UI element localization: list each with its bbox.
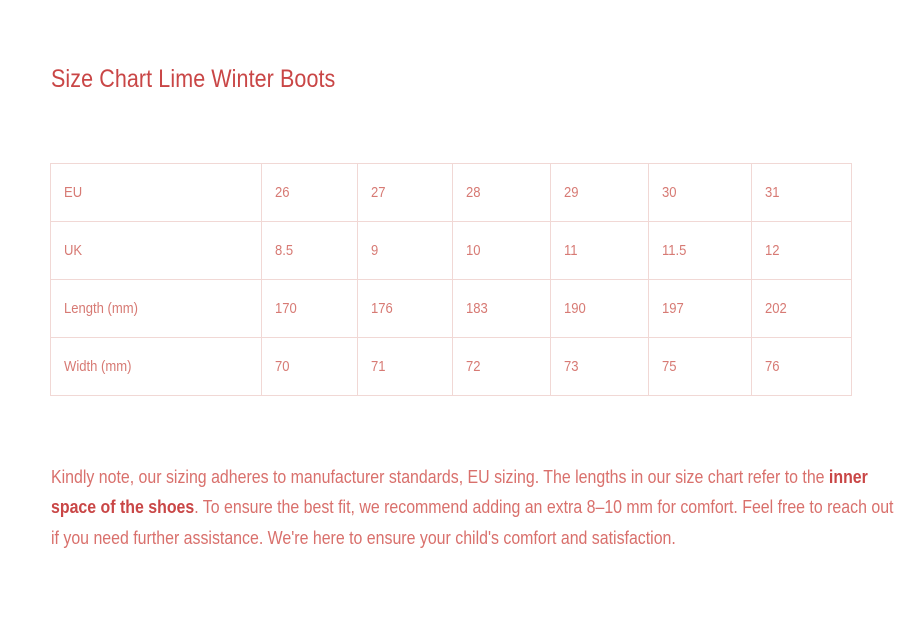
table-cell: 8.5 bbox=[262, 222, 358, 280]
table-cell: 27 bbox=[358, 164, 453, 222]
table-cell: 30 bbox=[649, 164, 752, 222]
table-cell: 197 bbox=[649, 280, 752, 338]
note-text-before: Kindly note, our sizing adheres to manufacturer standards, EU sizing. The lengths in our size chart refer to the bbox=[51, 466, 829, 487]
table-cell: 202 bbox=[752, 280, 852, 338]
table-row-width bbox=[51, 338, 852, 396]
row-label: UK bbox=[51, 222, 262, 280]
table-cell: 190 bbox=[551, 280, 649, 338]
table-cell: 75 bbox=[649, 338, 752, 396]
table-cell: 26 bbox=[262, 164, 358, 222]
table-cell: 170 bbox=[262, 280, 358, 338]
sizing-note bbox=[51, 462, 902, 553]
table-cell: 72 bbox=[453, 338, 551, 396]
table-cell: 183 bbox=[453, 280, 551, 338]
table-cell: 9 bbox=[358, 222, 453, 280]
table-cell: 71 bbox=[358, 338, 453, 396]
row-label: Width (mm) bbox=[51, 338, 262, 396]
table-row-eu bbox=[51, 164, 852, 222]
row-label: Length (mm) bbox=[51, 280, 262, 338]
table-cell: 76 bbox=[752, 338, 852, 396]
table-cell: 31 bbox=[752, 164, 852, 222]
note-emphasis: inner space of the shoes bbox=[51, 466, 868, 518]
table-cell: 11 bbox=[551, 222, 649, 280]
page-title: Size Chart Lime Winter Boots bbox=[51, 65, 336, 93]
table-cell: 11.5 bbox=[649, 222, 752, 280]
table-cell: 29 bbox=[551, 164, 649, 222]
table-cell: 12 bbox=[752, 222, 852, 280]
table-cell: 10 bbox=[453, 222, 551, 280]
row-label: EU bbox=[51, 164, 262, 222]
table-cell: 70 bbox=[262, 338, 358, 396]
table-cell: 28 bbox=[453, 164, 551, 222]
table-cell: 73 bbox=[551, 338, 649, 396]
table-row-length bbox=[51, 280, 852, 338]
table-cell: 176 bbox=[358, 280, 453, 338]
note-text-after: . To ensure the best fit, we recommend adding an extra 8–10 mm for comfort. Feel free to reach out if you need further assistance. We're here to ensure your child's comfort and satisfaction. bbox=[51, 496, 894, 548]
size-chart-table bbox=[50, 163, 852, 396]
table-row-uk bbox=[51, 222, 852, 280]
